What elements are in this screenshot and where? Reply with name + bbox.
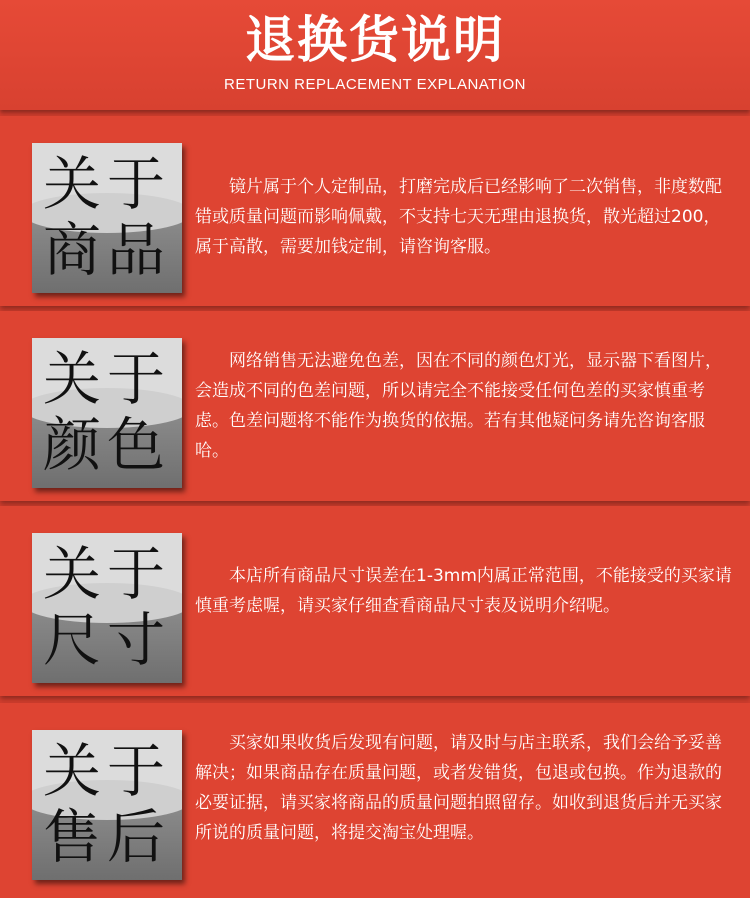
page-title: 退换货说明 [245,11,505,69]
section-label-line1: 关于 [42,737,171,805]
page-subtitle: RETURN REPLACEMENT EXPLANATION [224,76,526,93]
section-label-tile [32,533,182,683]
section-label-line1: 关于 [42,540,171,608]
section-label-tile [32,338,182,488]
section-product [0,116,750,306]
section-label-tile [32,730,182,880]
section-label-line1: 关于 [42,150,171,218]
section-label-line2: 商品 [42,216,171,284]
section-text: 镜片属于个人定制品，打磨完成后已经影响了二次销售，非度数配错或质量问题而影响佩戴，不支持七天无理由退换货，散光超过200，属于高散，需要加钱定制，请咨询客服。 [195,177,722,257]
section-color [0,311,750,501]
section-label-line2: 颜色 [42,411,171,479]
section-label-line2: 尺寸 [42,606,171,674]
section-text: 买家如果收货后发现有问题，请及时与店主联系，我们会给予妥善解决；如果商品存在质量问题，或者发错货，包退或包换。作为退款的必要证据，请买家将商品的质量问题拍照留存。如收到退货后并无买家所说的质量问题，将提交淘宝处理喔。 [195,733,722,843]
section-label-line2: 售后 [42,803,171,871]
section-text: 网络销售无法避免色差，因在不同的颜色灯光，显示器下看图片，会造成不同的色差问题，所以请完全不能接受任何色差的买家慎重考虑。色差问题将不能作为换货的依据。若有其他疑问务请先咨询客服哈。 [195,351,722,461]
section-label-line1: 关于 [42,345,171,413]
page-header [0,0,750,110]
section-label-tile [32,143,182,293]
section-size [0,506,750,696]
section-after-sales [0,703,750,898]
section-text: 本店所有商品尺寸误差在1-3mm内属正常范围，不能接受的买家请慎重考虑喔，请买家仔细查看商品尺寸表及说明介绍呢。 [195,566,732,616]
